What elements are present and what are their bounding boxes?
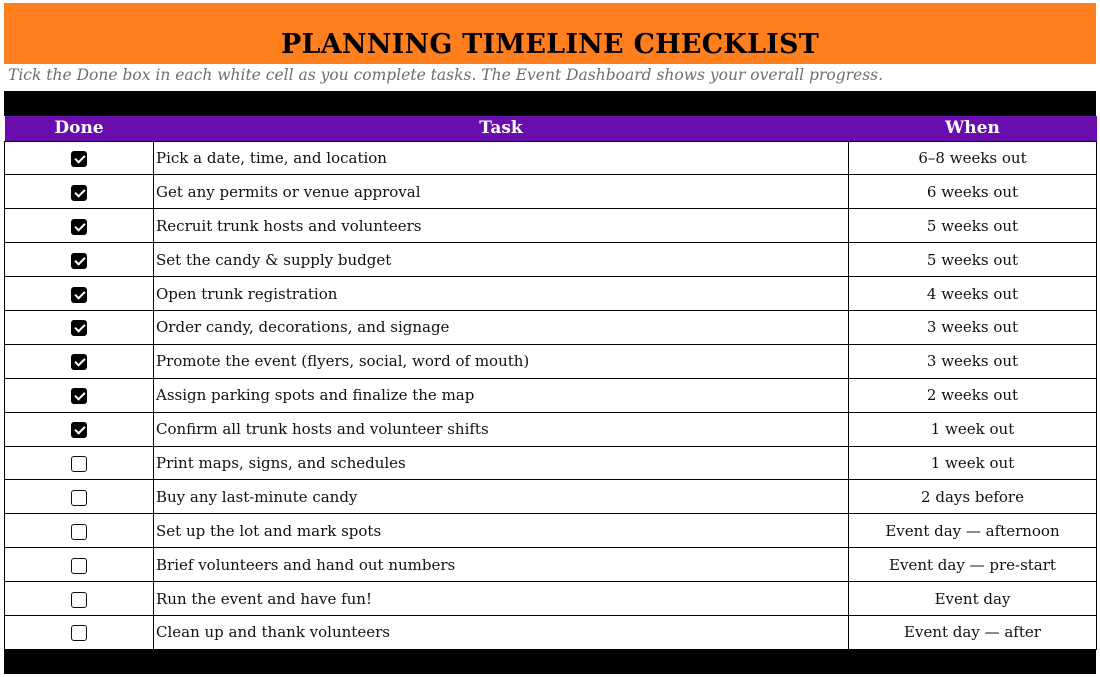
table-body: [5, 141, 1097, 649]
checked-checkbox-icon[interactable]: [71, 354, 87, 370]
table-row: [5, 344, 1097, 378]
table-row: [5, 141, 1097, 175]
table-row: [5, 480, 1097, 514]
column-header-done: Done: [5, 116, 154, 141]
when-cell[interactable]: 6–8 weeks out: [849, 141, 1097, 175]
header-row: [5, 116, 1097, 141]
task-cell[interactable]: Open trunk registration: [154, 277, 849, 311]
table-row: [5, 378, 1097, 412]
checked-checkbox-icon[interactable]: [71, 388, 87, 404]
done-cell[interactable]: [5, 141, 154, 175]
table-row: [5, 243, 1097, 277]
when-cell[interactable]: 5 weeks out: [849, 243, 1097, 277]
column-header-when: When: [849, 116, 1097, 141]
checklist-table: [4, 116, 1097, 650]
done-cell[interactable]: [5, 209, 154, 243]
checklist-table-wrapper: [4, 116, 1096, 650]
when-cell[interactable]: Event day — pre-start: [849, 548, 1097, 582]
table-row: [5, 582, 1097, 616]
when-cell[interactable]: 1 week out: [849, 412, 1097, 446]
task-cell[interactable]: Buy any last-minute candy: [154, 480, 849, 514]
unchecked-checkbox-icon[interactable]: [71, 558, 87, 574]
unchecked-checkbox-icon[interactable]: [71, 524, 87, 540]
done-cell[interactable]: [5, 582, 154, 616]
checked-checkbox-icon[interactable]: [71, 151, 87, 167]
task-cell[interactable]: Order candy, decorations, and signage: [154, 310, 849, 344]
table-row: [5, 548, 1097, 582]
table-row: [5, 310, 1097, 344]
task-cell[interactable]: Clean up and thank volunteers: [154, 615, 849, 649]
done-cell[interactable]: [5, 344, 154, 378]
done-cell[interactable]: [5, 175, 154, 209]
done-cell[interactable]: [5, 615, 154, 649]
when-cell[interactable]: 2 weeks out: [849, 378, 1097, 412]
table-row: [5, 175, 1097, 209]
title-banner: [4, 3, 1096, 64]
task-cell[interactable]: Run the event and have fun!: [154, 582, 849, 616]
instructions-text: Tick the Done box in each white cell as you complete tasks. The Event Dashboard shows your overall progress.: [8, 66, 884, 84]
done-cell[interactable]: [5, 412, 154, 446]
done-cell[interactable]: [5, 480, 154, 514]
checked-checkbox-icon[interactable]: [71, 422, 87, 438]
task-cell[interactable]: Confirm all trunk hosts and volunteer shifts: [154, 412, 849, 446]
when-cell[interactable]: Event day — afternoon: [849, 514, 1097, 548]
unchecked-checkbox-icon[interactable]: [71, 456, 87, 472]
when-cell[interactable]: 3 weeks out: [849, 344, 1097, 378]
table-row: [5, 209, 1097, 243]
when-cell[interactable]: Event day — after: [849, 615, 1097, 649]
table-row: [5, 277, 1097, 311]
task-cell[interactable]: Brief volunteers and hand out numbers: [154, 548, 849, 582]
done-cell[interactable]: [5, 446, 154, 480]
bottom-divider-band: [4, 650, 1096, 674]
task-cell[interactable]: Assign parking spots and finalize the map: [154, 378, 849, 412]
task-cell[interactable]: Set up the lot and mark spots: [154, 514, 849, 548]
checked-checkbox-icon[interactable]: [71, 320, 87, 336]
when-cell[interactable]: 5 weeks out: [849, 209, 1097, 243]
done-cell[interactable]: [5, 378, 154, 412]
unchecked-checkbox-icon[interactable]: [71, 625, 87, 641]
task-cell[interactable]: Print maps, signs, and schedules: [154, 446, 849, 480]
checked-checkbox-icon[interactable]: [71, 253, 87, 269]
table-row: [5, 514, 1097, 548]
done-cell[interactable]: [5, 548, 154, 582]
page-title: PLANNING TIMELINE CHECKLIST: [281, 29, 819, 60]
table-row: [5, 615, 1097, 649]
checked-checkbox-icon[interactable]: [71, 287, 87, 303]
task-cell[interactable]: Recruit trunk hosts and volunteers: [154, 209, 849, 243]
table-header: [5, 116, 1097, 141]
when-cell[interactable]: 2 days before: [849, 480, 1097, 514]
when-cell[interactable]: 6 weeks out: [849, 175, 1097, 209]
unchecked-checkbox-icon[interactable]: [71, 490, 87, 506]
done-cell[interactable]: [5, 514, 154, 548]
task-cell[interactable]: Promote the event (flyers, social, word of mouth): [154, 344, 849, 378]
task-cell[interactable]: Set the candy & supply budget: [154, 243, 849, 277]
done-cell[interactable]: [5, 277, 154, 311]
done-cell[interactable]: [5, 243, 154, 277]
task-cell[interactable]: Get any permits or venue approval: [154, 175, 849, 209]
when-cell[interactable]: 1 week out: [849, 446, 1097, 480]
when-cell[interactable]: Event day: [849, 582, 1097, 616]
top-divider-band: [4, 91, 1096, 116]
done-cell[interactable]: [5, 310, 154, 344]
when-cell[interactable]: 4 weeks out: [849, 277, 1097, 311]
task-cell[interactable]: Pick a date, time, and location: [154, 141, 849, 175]
unchecked-checkbox-icon[interactable]: [71, 592, 87, 608]
table-row: [5, 446, 1097, 480]
table-row: [5, 412, 1097, 446]
column-header-task: Task: [154, 116, 849, 141]
when-cell[interactable]: 3 weeks out: [849, 310, 1097, 344]
checked-checkbox-icon[interactable]: [71, 219, 87, 235]
checked-checkbox-icon[interactable]: [71, 185, 87, 201]
